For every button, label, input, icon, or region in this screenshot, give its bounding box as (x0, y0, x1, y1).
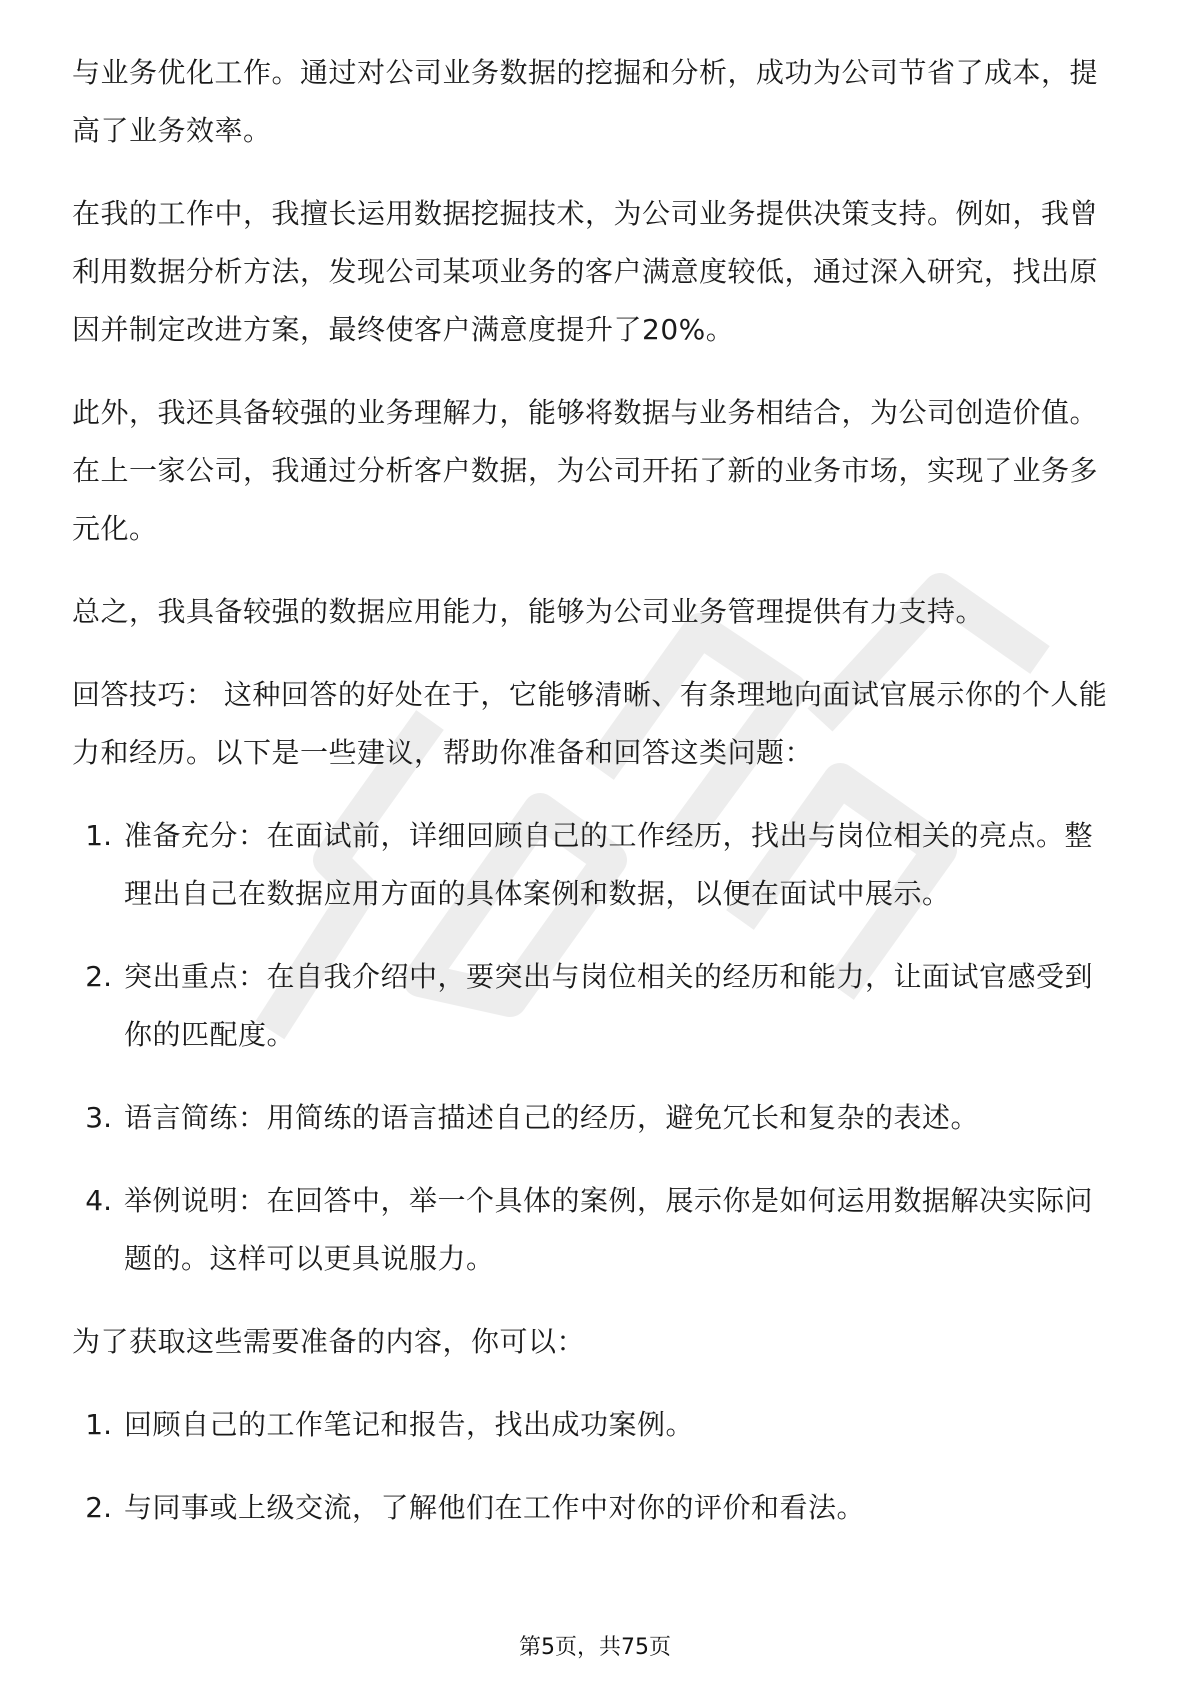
main-content (72, 44, 1122, 1562)
paragraph: 在我的工作中，我擅长运用数据挖掘技术，为公司业务提供决策支持。例如，我曾利用数据分析方法，发现公司某项业务的客户满意度较低，通过深入研究，找出原因并制定改进方案，最终使客户满意度提升了20%。 (72, 197, 1099, 346)
list-text: 与同事或上级交流，了解他们在工作中对你的评价和看法。 (124, 1491, 866, 1524)
prep-intro: 为了获取这些需要准备的内容，你可以： (72, 1325, 586, 1358)
list-text: 准备充分：在面试前，详细回顾自己的工作经历，找出与岗位相关的亮点。整理出自己在数据应用方面的具体案例和数据，以便在面试中展示。 (124, 819, 1094, 910)
list-number: 1. (85, 1408, 112, 1441)
list-item (72, 1089, 1122, 1147)
list-item (72, 948, 1122, 1064)
list-number: 2. (85, 1491, 112, 1524)
list-number: 1. (85, 819, 112, 852)
list-item (72, 807, 1122, 923)
tips-list (72, 807, 1122, 1288)
paragraph: 总之，我具备较强的数据应用能力，能够为公司业务管理提供有力支持。 (72, 595, 985, 628)
list-text: 语言简练：用简练的语言描述自己的经历，避免冗长和复杂的表述。 (124, 1101, 980, 1134)
list-number: 4. (85, 1184, 112, 1217)
page-footer: 第5页，共75页 (519, 1635, 671, 1660)
paragraph: 此外，我还具备较强的业务理解力，能够将数据与业务相结合，为公司创造价值。在上一家公司，我通过分析客户数据，为公司开拓了新的业务市场，实现了业务多元化。 (72, 396, 1099, 545)
list-number: 3. (85, 1101, 112, 1134)
list-item (72, 1396, 1122, 1454)
list-number: 2. (85, 960, 112, 993)
list-item (72, 1172, 1122, 1288)
answer-tips-intro: 回答技巧： 这种回答的好处在于，它能够清晰、有条理地向面试官展示你的个人能力和经历。以下是一些建议，帮助你准备和回答这类问题： (72, 678, 1108, 769)
list-text: 举例说明：在回答中，举一个具体的案例，展示你是如何运用数据解决实际问题的。这样可以更具说服力。 (124, 1184, 1094, 1275)
list-text: 突出重点：在自我介绍中，要突出与岗位相关的经历和能力，让面试官感受到你的匹配度。 (124, 960, 1094, 1051)
list-text: 回顾自己的工作笔记和报告，找出成功案例。 (124, 1408, 695, 1441)
list-item (72, 1479, 1122, 1537)
paragraph: 与业务优化工作。通过对公司业务数据的挖掘和分析，成功为公司节省了成本，提高了业务效率。 (72, 56, 1099, 147)
prep-list (72, 1396, 1122, 1537)
